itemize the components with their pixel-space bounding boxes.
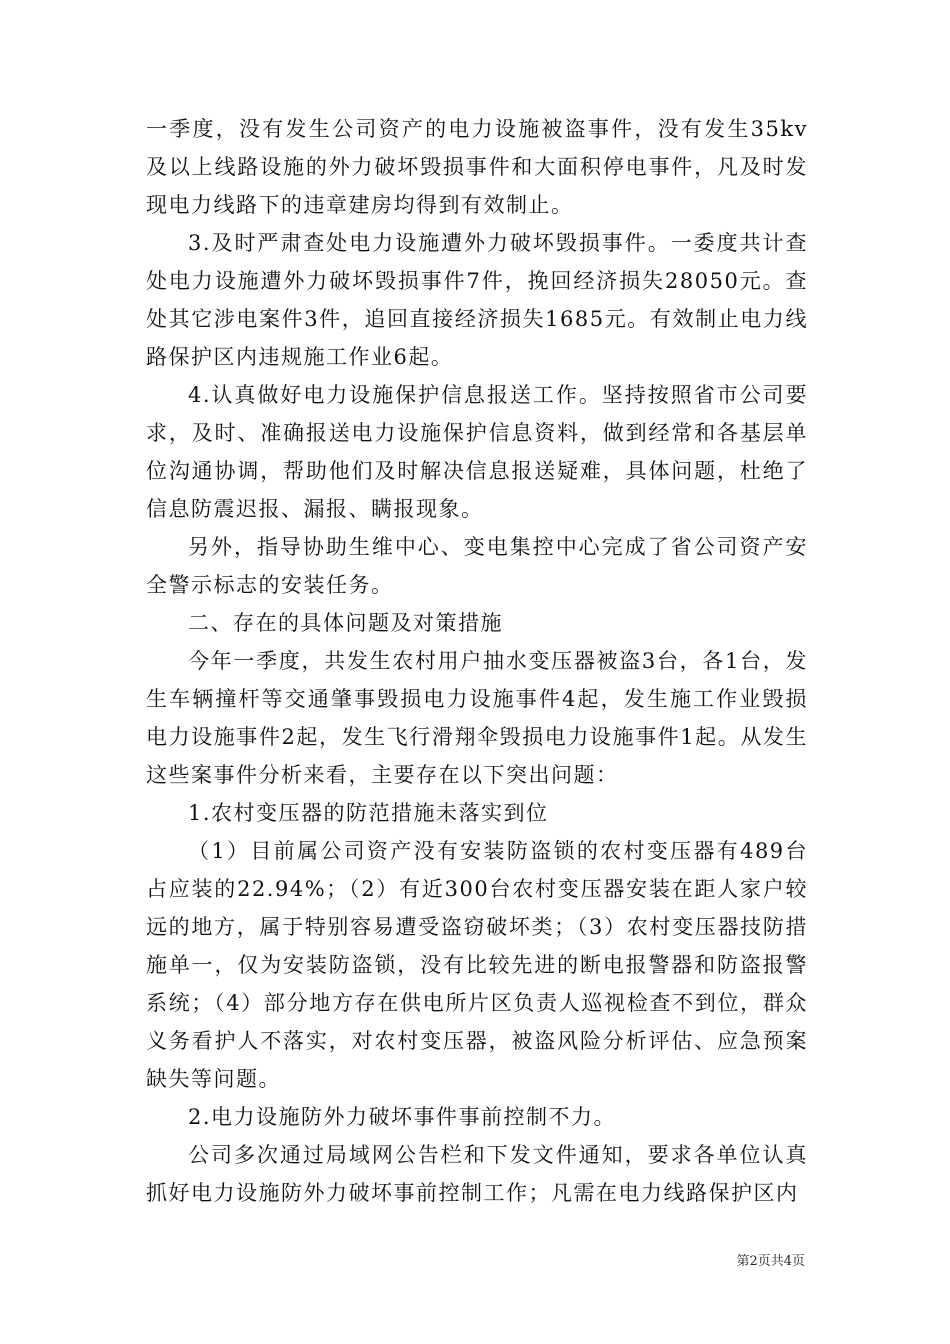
document-body <box>146 110 808 1212</box>
paragraph-6: 今年一季度，共发生农村用户抽水变压器被盗3台，各1台，发生车辆撞杆等交通肇事毁损电力设施事件4起，发生施工作业毁损电力设施事件2起，发生飞行滑翔伞毁损电力设施事件1起。从发生这些案事件分析来看，主要存在以下突出问题： <box>146 649 808 787</box>
subheading-2: 2.电力设施防外力破坏事件事前控制不力。 <box>188 1105 617 1129</box>
page-number: 第2页共4页 <box>736 1254 805 1269</box>
paragraph-10: 公司多次通过局域网公告栏和下发文件通知，要求各单位认真抓好电力设施防外力破坏事前控制工作；凡需在电力线路保护区内 <box>146 1143 808 1205</box>
paragraph-3: 4.认真做好电力设施保护信息报送工作。坚持按照省市公司要求，及时、准确报送电力设施保护信息资料，做到经常和各基层单位沟通协调，帮助他们及时解决信息报送疑难，具体问题，杜绝了信息防震迟报、漏报、瞒报现象。 <box>146 383 808 521</box>
section-heading: 二、存在的具体问题及对策措施 <box>188 611 503 635</box>
subheading-1: 1.农村变压器的防范措施未落实到位 <box>188 801 549 825</box>
paragraph-2: 3.及时严肃查处电力设施遭外力破坏毁损事件。一委度共计查处电力设施遭外力破坏毁损事件7件，挽回经济损失28050元。查处其它涉电案件3件，追回直接经济损失1685元。有效制止电力线路保护区内违规施工作业6起。 <box>146 231 808 369</box>
paragraph-4: 另外，指导协助生维中心、变电集控中心完成了省公司资产安全警示标志的安装任务。 <box>146 535 808 597</box>
paragraph-8: （1）目前属公司资产没有安装防盗锁的农村变压器有489台占应装的22.94%；（2）有近300台农村变压器安装在距人家户较远的地方，属于特别容易遭受盗窃破坏类；（3）农村变压器技防措施单一，仅为安装防盗锁，没有比较先进的断电报警器和防盗报警系统；（4）部分地方存在供电所片区负责人巡视检查不到位，群众义务看护人不落实，对农村变压器，被盗风险分析评估、应急预案缺失等问题。 <box>146 839 808 1091</box>
paragraph-1: 一季度，没有发生公司资产的电力设施被盗事件，没有发生35kv及以上线路设施的外力破坏毁损事件和大面积停电事件，凡及时发现电力线路下的违章建房均得到有效制止。 <box>146 117 808 217</box>
